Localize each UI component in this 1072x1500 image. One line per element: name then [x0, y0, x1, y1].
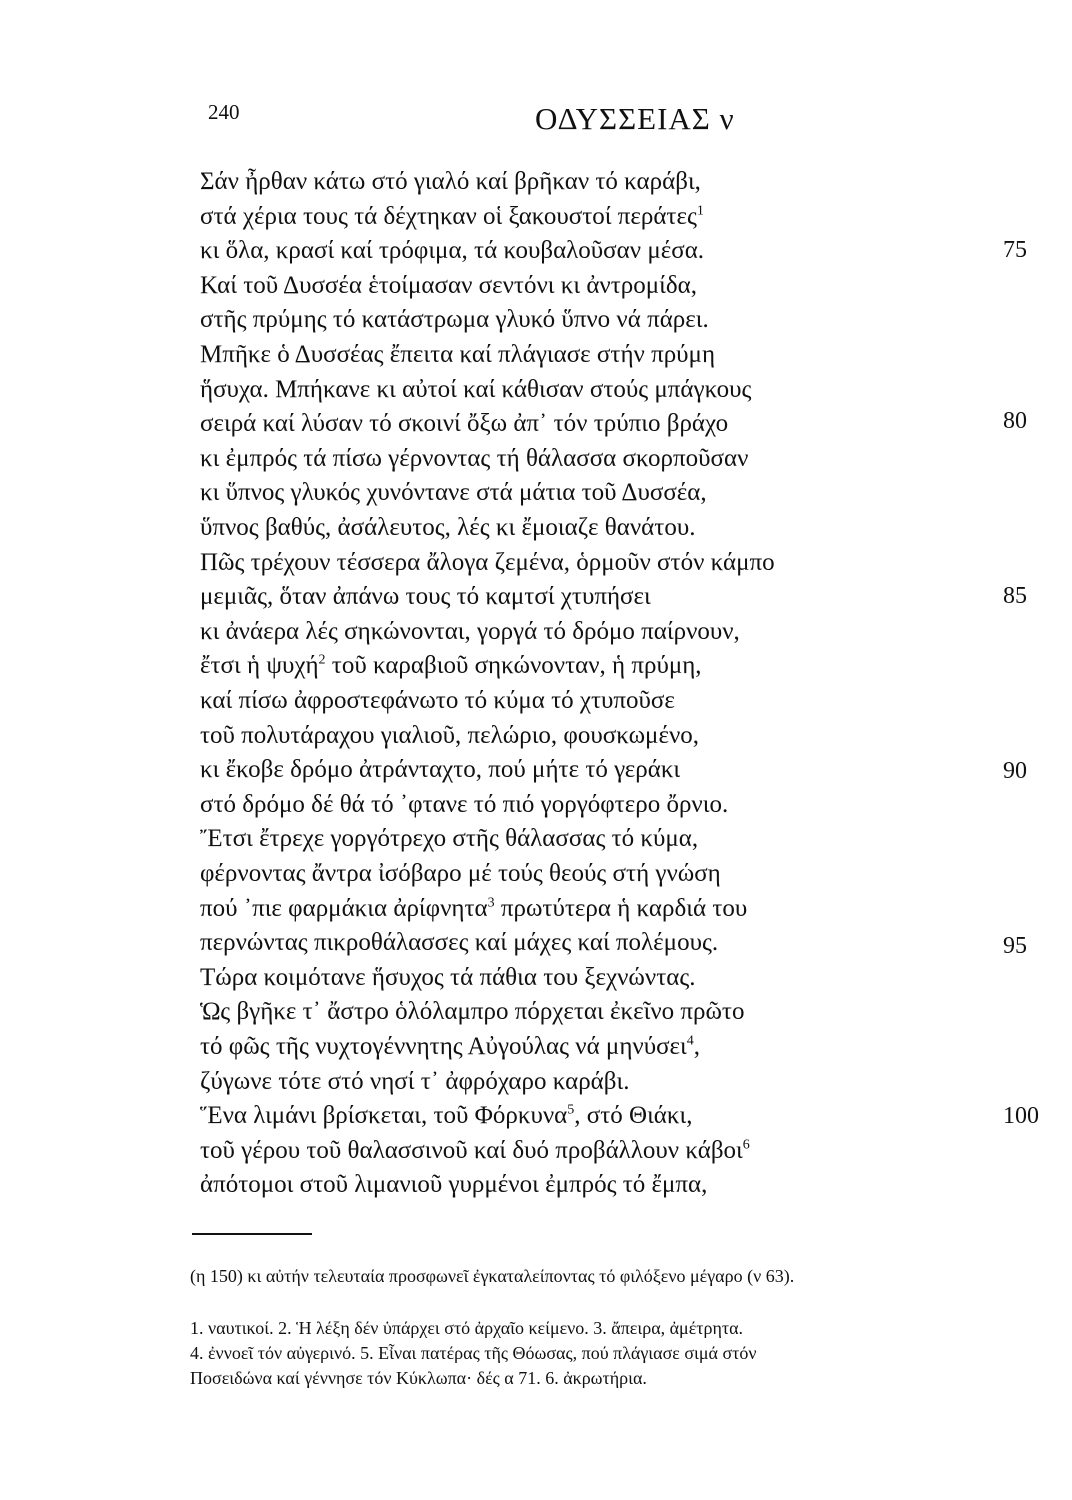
footnote-marker: 2	[318, 653, 326, 669]
line-number: 75	[1003, 237, 1027, 263]
page-number: 240	[208, 100, 240, 124]
footnote-marker: 3	[487, 895, 495, 911]
verse-text: κι ἔκοβε δρόμο ἀτράνταχτο, πού μήτε τό γεράκι	[200, 756, 681, 784]
verse-text: Μπῆκε ὁ Δυσσέας ἔπειτα καί πλάγιασε στήν πρύμη	[200, 341, 716, 368]
verse-text-continued: ,	[693, 1033, 701, 1060]
verse-line	[200, 998, 744, 1026]
verse-line	[200, 168, 701, 196]
verse-line	[200, 722, 699, 750]
verse-line	[200, 1171, 707, 1199]
verse-text: κι ὅλα, κρασί καί τρόφιμα, τά κουβαλοῦσαν μέσα.	[200, 237, 705, 265]
verse-text: περνώντας πικροθάλασσες καί μάχες καί πολέμους.	[200, 929, 719, 957]
verse-text: τό φῶς τῆς νυχτογέννητης Αὐγούλας νά μηνύσει	[200, 1033, 687, 1060]
verse-text: σειρά καί λύσαν τό σκοινί ὄξω ἀπ᾽ τόν τρύπιο βράχο	[200, 410, 729, 438]
verse-text: Ἔτσι ἔτρεχε γοργότρεχο στῆς θάλασσας τό κύμα,	[200, 825, 699, 853]
line-number: 80	[1003, 408, 1027, 434]
verse-line	[200, 410, 728, 438]
verse-text: στό δρόμο δέ θά τό ᾿φτανε τό πιό γοργόφτερο ὄρνιο.	[200, 790, 729, 818]
line-number: 95	[1003, 933, 1027, 959]
verse-text: μεμιᾶς, ὅταν ἀπάνω τους τό καμτσί χτυπήσει	[200, 583, 651, 611]
verse-text: ἥσυχα. Μπήκανε κι αὐτοί καί κάθισαν στούς μπάγκους	[200, 375, 752, 403]
verse-text: Καί τοῦ Δυσσέα ἑτοίμασαν σεντόνι κι ἀντρομίδα,	[200, 271, 698, 299]
verse-line	[200, 1033, 700, 1061]
verse-text: φέρνοντας ἄντρα ἰσόβαρο μέ τούς θεούς στή γνώση	[200, 860, 721, 887]
verse-text: ἔτσι ἡ ψυχή	[200, 652, 319, 680]
verse-text: Ὡς βγῆκε τ᾽ ἄστρο ὁλόλαμπρο πόρχεται ἐκεῖνο πρῶτο	[200, 998, 745, 1026]
verse-text: Πῶς τρέχουν τέσσερα ἄλογα ζεμένα, ὁρμοῦν στόν κάμπο	[200, 548, 775, 576]
verse-line	[200, 1102, 692, 1130]
line-number: 90	[1003, 758, 1027, 784]
footnote-line: Ποσειδώνα καί γέννησε τόν Κύκλωπα· δές α 71. 6. ἀκρωτήρια.	[190, 1368, 647, 1388]
verse-line	[200, 514, 695, 542]
verse-line	[200, 479, 707, 507]
verse-line	[200, 306, 709, 334]
verse-line	[200, 652, 702, 680]
footnote-marker: 5	[567, 1102, 575, 1118]
verse-text: Σάν ἦρθαν κάτω στό γιαλό καί βρῆκαν τό καράβι,	[200, 168, 701, 195]
verse-line	[200, 756, 680, 784]
verse-line	[200, 376, 751, 404]
verse-text: κι ἐμπρός τά πίσω γέρνοντας τή θάλασσα σκορποῦσαν	[200, 444, 749, 472]
verse-line	[200, 825, 698, 853]
footnote-separator	[192, 1233, 312, 1235]
verse-line	[200, 929, 718, 957]
verse-text-continued: , στό Θιάκι,	[574, 1102, 693, 1130]
verse-text: κι ὕπνος γλυκός χυνόντανε στά μάτια τοῦ Δυσσέα,	[200, 479, 707, 507]
verse-line	[200, 964, 695, 992]
verse-text: Τώρα κοιμότανε ἥσυχος τά πάθια του ξεχνώντας.	[200, 963, 696, 991]
verse-text-continued: τοῦ καραβιοῦ σηκώνονταν, ἡ πρύμη,	[325, 652, 702, 680]
verse-text: Ἕνα λιμάνι βρίσκεται, τοῦ Φόρκυνα	[200, 1102, 568, 1130]
verse-text: ἀπότομοι στοῦ λιμανιοῦ γυρμένοι ἐμπρός τό ἔμπα,	[200, 1171, 708, 1199]
line-number: 100	[1003, 1103, 1039, 1129]
verse-text: στῆς πρύμης τό κατάστρωμα γλυκό ὕπνο νά πάρει.	[200, 306, 709, 334]
verse-text: ὕπνος βαθύς, ἀσάλευτος, λές κι ἔμοιαζε θανάτου.	[200, 514, 696, 541]
footnote-marker: 1	[696, 203, 704, 219]
verse-text: τοῦ γέρου τοῦ θαλασσινοῦ καί δυό προβάλλουν κάβοι	[200, 1136, 743, 1164]
verse-line	[200, 1068, 629, 1096]
verse-line	[200, 203, 704, 231]
verse-line	[200, 1137, 750, 1165]
verse-line	[200, 445, 748, 473]
verse-line	[200, 583, 651, 611]
verse-text: στά χέρια τους τά δέχτηκαν οἱ ξακουστοί περάτες	[200, 202, 697, 230]
footnote-line: 4. ἐννοεῖ τόν αὐγερινό. 5. Εἶναι πατέρας τῆς Θόωσας, πού πλάγιασε σιμά στόν	[190, 1343, 757, 1363]
verse-text: πού ᾿πιε φαρμάκια ἀρίφνητα	[200, 894, 488, 922]
verse-text: κι ἀνάερα λές σηκώνονται, γοργά τό δρόμο παίρνουν,	[200, 617, 740, 645]
line-number: 85	[1003, 583, 1027, 609]
verse-line	[200, 237, 704, 265]
verse-line	[200, 895, 747, 923]
verse-line	[200, 791, 728, 819]
verse-line	[200, 687, 675, 715]
footnote-marker: 4	[686, 1033, 694, 1049]
verse-text-continued: πρωτύτερα ἡ καρδιά του	[494, 894, 748, 922]
verse-text: καί πίσω ἀφροστεφάνωτο τό κύμα τό χτυποῦσε	[200, 687, 675, 714]
verse-line	[200, 860, 721, 888]
verse-line	[200, 272, 697, 300]
footnote-continuation: (η 150) κι αὐτήν τελευταία προσφωνεῖ ἐγκαταλείποντας τό φιλόξενο μέγαρο (ν 63).	[190, 1266, 795, 1286]
verse-line	[200, 341, 715, 369]
verse-line	[200, 618, 740, 646]
verse-text: ζύγωνε τότε στό νησί τ᾽ ἀφρόχαρο καράβι.	[200, 1067, 630, 1095]
footnote-marker: 6	[742, 1137, 750, 1153]
page-title: ΟΔΥΣΣΕΙΑΣ ν	[535, 101, 735, 136]
verse-line	[200, 549, 775, 577]
footnote-line: 1. ναυτικοί. 2. Ἡ λέξη δέν ὑπάρχει στό ἀρχαῖο κείμενο. 3. ἄπειρα, ἀμέτρητα.	[190, 1318, 744, 1338]
verse-text: τοῦ πολυτάραχου γιαλιοῦ, πελώριο, φουσκωμένο,	[200, 721, 699, 749]
